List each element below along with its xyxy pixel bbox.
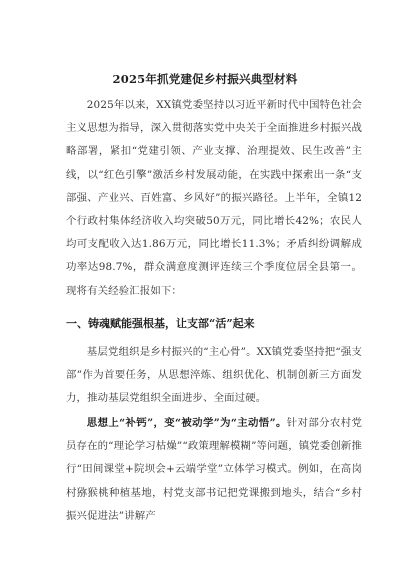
subsection-lead: 思想上“补钙”，变“被动学”为“主动悟”。 (86, 417, 287, 429)
subsection-text: 针对部分农村党员存在的“理论学习枯燥”“政策理解模糊”等问题，镇党委创新推行“田间课堂+院坝会+云端学堂”立体学习模式。例如，在高岗村猕猴桃种植基地，村党支部书记把党课搬到地头，结合“乡村振兴促进法”讲解产 (66, 417, 362, 522)
intro-paragraph: 2025年以来，XX镇党委坚持以习近平新时代中国特色社会主义思想为指导，深入贯彻落实党中央关于全面推进乡村振兴战略部署，紧扣“党建引领、产业支撑、治理提效、民生改善”主线，以“红色引擎”激活乡村发展动能，在实践中探索出一条“支部强、产业兴、百姓富、乡风好”的振兴路径。上半年，全镇12个行政村集体经济收入均突破50万元，同比增长42%；农民人均可支配收入达1.86万元，同比增长11.3%；矛盾纠纷调解成功率达98.7%，群众满意度测评连续三个季度位居全县第一。现将有关经验汇报如下： (66, 99, 362, 297)
document-title: 2025年抓党建促乡村振兴典型材料 (112, 72, 298, 86)
section-heading: 一、铸魂赋能强根基，让支部“活”起来 (66, 317, 255, 330)
subsection-paragraph (66, 412, 362, 528)
section-paragraph: 基层党组织是乡村振兴的“主心骨”。XX镇党委坚持把“强支部”作为首要任务，从思想淬炼、组织优化、机制创新三方面发力，推动基层党组织全面进步、全面过硬。 (66, 346, 362, 405)
